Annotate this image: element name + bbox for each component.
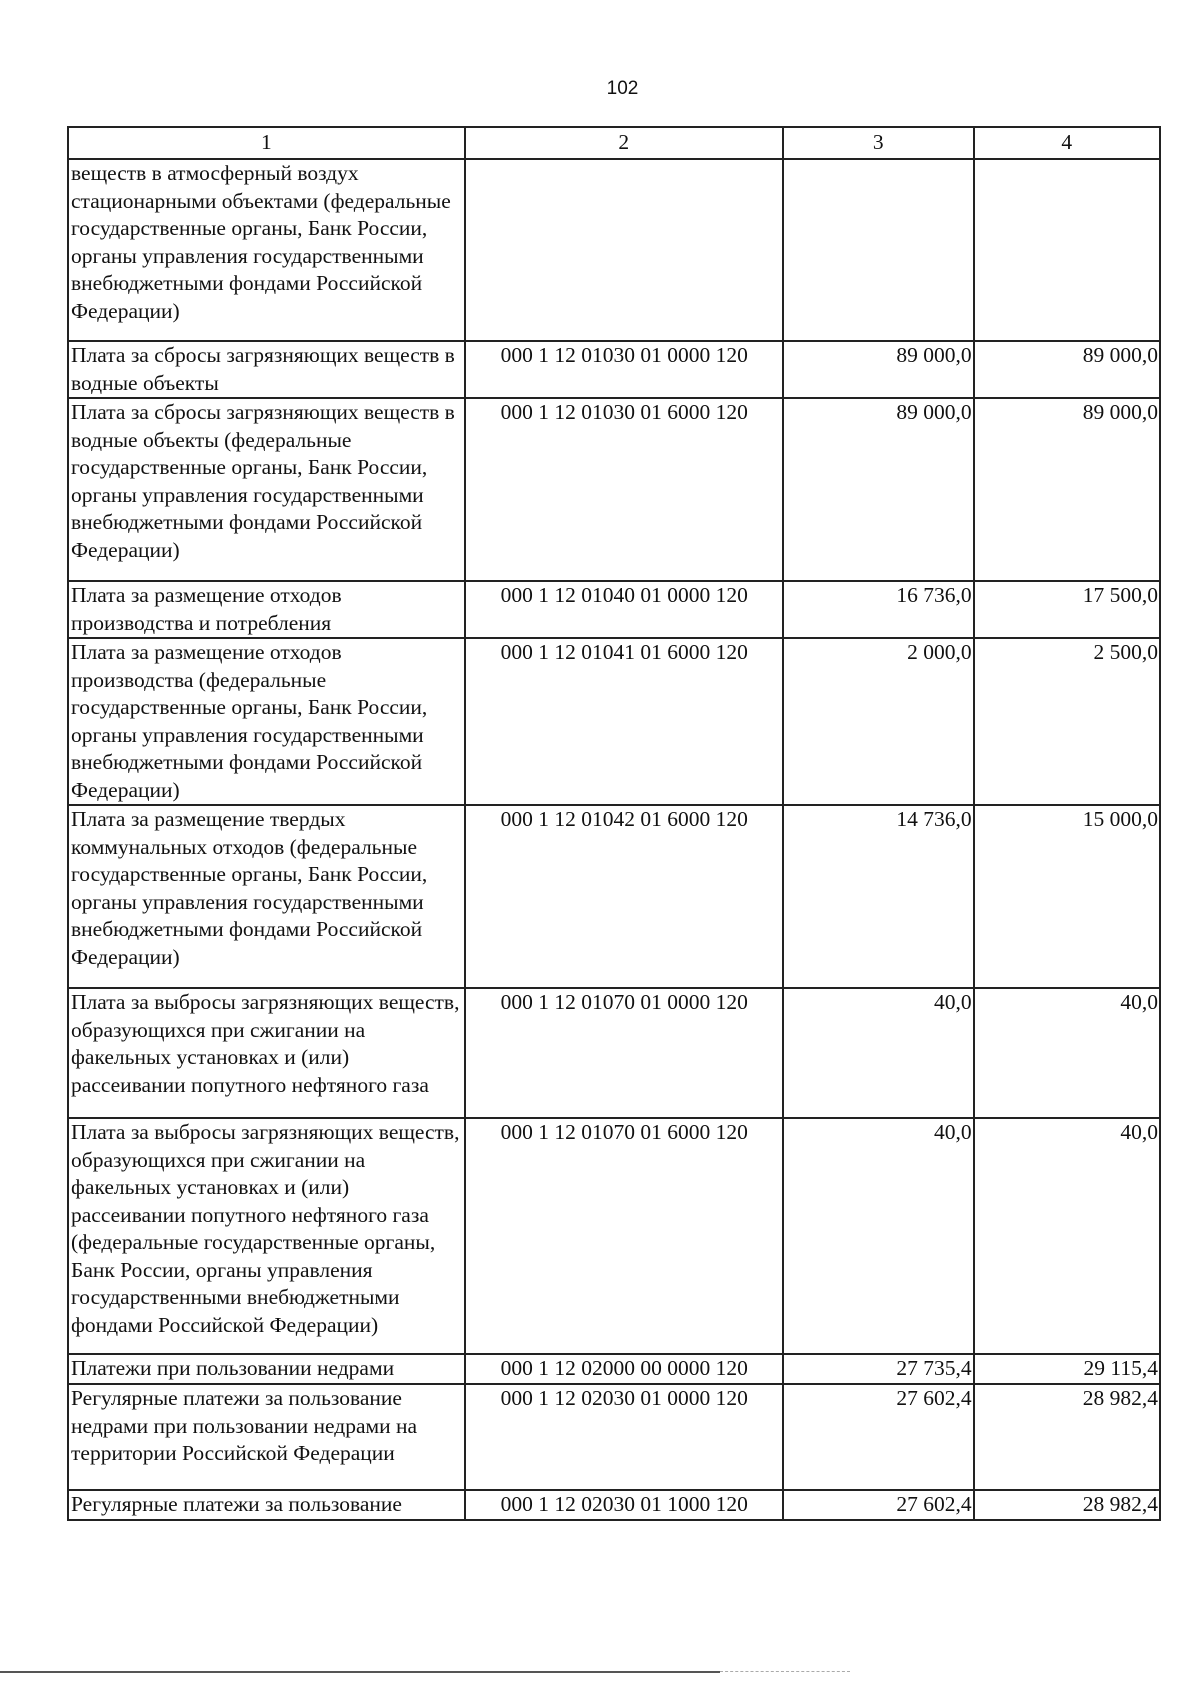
row-value-4: 40,0	[974, 988, 1160, 1118]
row-value-3: 40,0	[783, 1118, 974, 1354]
row-value-3: 89 000,0	[783, 341, 974, 398]
row-value-4: 89 000,0	[974, 341, 1160, 398]
page-number: 102	[606, 78, 639, 99]
row-value-3: 27 602,4	[783, 1384, 974, 1490]
row-value-3: 40,0	[783, 988, 974, 1118]
row-code: 000 1 12 02030 01 1000 120	[465, 1490, 783, 1520]
row-code: 000 1 12 01070 01 0000 120	[465, 988, 783, 1118]
row-value-3: 89 000,0	[783, 398, 974, 581]
row-name: Плата за выбросы загрязняющих веществ, образующихся при сжигании на факельных установках и (или) рассеивании попутного нефтяного газа (федеральные государственные органы, Банк России, органы управления государственными внебюджетными фондами Российской Федерации)	[68, 1118, 465, 1354]
row-value-3	[783, 159, 974, 341]
row-code: 000 1 12 01040 01 0000 120	[465, 581, 783, 638]
row-value-4: 2 500,0	[974, 638, 1160, 805]
table-row	[68, 398, 1160, 581]
table-row	[68, 341, 1160, 398]
row-name: Плата за выбросы загрязняющих веществ, образующихся при сжигании на факельных установках и (или) рассеивании попутного нефтяного газа	[68, 988, 465, 1118]
row-value-3: 27 735,4	[783, 1354, 974, 1384]
table-row	[68, 581, 1160, 638]
row-value-3: 16 736,0	[783, 581, 974, 638]
row-code: 000 1 12 01030 01 6000 120	[465, 398, 783, 581]
header-col-2: 2	[465, 127, 783, 159]
header-row	[68, 127, 1160, 159]
row-name: Платежи при пользовании недрами	[68, 1354, 465, 1384]
row-name: веществ в атмосферный воздух стационарными объектами (федеральные государственные органы, Банк России, органы управления государственными внебюджетными фондами Российской Федерации)	[68, 159, 465, 341]
row-name: Плата за сбросы загрязняющих веществ в водные объекты (федеральные государственные органы, Банк России, органы управления государственными внебюджетными фондами Российской Федерации)	[68, 398, 465, 581]
footer-divider-faint	[720, 1671, 850, 1672]
row-value-3: 14 736,0	[783, 805, 974, 988]
row-name: Регулярные платежи за пользование недрами при пользовании недрами на территории Российской Федерации	[68, 1384, 465, 1490]
table-row	[68, 1490, 1160, 1520]
row-name: Плата за размещение отходов производства и потребления	[68, 581, 465, 638]
row-value-4: 17 500,0	[974, 581, 1160, 638]
table-row	[68, 988, 1160, 1118]
row-value-4: 29 115,4	[974, 1354, 1160, 1384]
row-code: 000 1 12 01041 01 6000 120	[465, 638, 783, 805]
header-col-3: 3	[783, 127, 974, 159]
row-code: 000 1 12 01030 01 0000 120	[465, 341, 783, 398]
row-value-3: 27 602,4	[783, 1490, 974, 1520]
header-col-1: 1	[68, 127, 465, 159]
table-row	[68, 1118, 1160, 1354]
row-code: 000 1 12 02000 00 0000 120	[465, 1354, 783, 1384]
row-name: Плата за сбросы загрязняющих веществ в водные объекты	[68, 341, 465, 398]
row-code: 000 1 12 01070 01 6000 120	[465, 1118, 783, 1354]
header-col-4: 4	[974, 127, 1160, 159]
row-value-4: 15 000,0	[974, 805, 1160, 988]
footer-divider	[0, 1671, 720, 1673]
table-row	[68, 805, 1160, 988]
row-value-4: 28 982,4	[974, 1490, 1160, 1520]
table-row	[68, 1384, 1160, 1490]
row-name: Плата за размещение отходов производства (федеральные государственные органы, Банк России, органы управления государственными внебюджетными фондами Российской Федерации)	[68, 638, 465, 805]
budget-table	[67, 126, 1161, 1521]
table-row	[68, 1354, 1160, 1384]
row-name: Регулярные платежи за пользование	[68, 1490, 465, 1520]
row-code: 000 1 12 02030 01 0000 120	[465, 1384, 783, 1490]
row-code: 000 1 12 01042 01 6000 120	[465, 805, 783, 988]
row-value-4: 40,0	[974, 1118, 1160, 1354]
row-value-3: 2 000,0	[783, 638, 974, 805]
row-value-4: 89 000,0	[974, 398, 1160, 581]
row-value-4	[974, 159, 1160, 341]
row-value-4: 28 982,4	[974, 1384, 1160, 1490]
table-row	[68, 159, 1160, 341]
table-row	[68, 638, 1160, 805]
row-name: Плата за размещение твердых коммунальных отходов (федеральные государственные органы, Банк России, органы управления государственными внебюджетными фондами Российской Федерации)	[68, 805, 465, 988]
row-code	[465, 159, 783, 341]
